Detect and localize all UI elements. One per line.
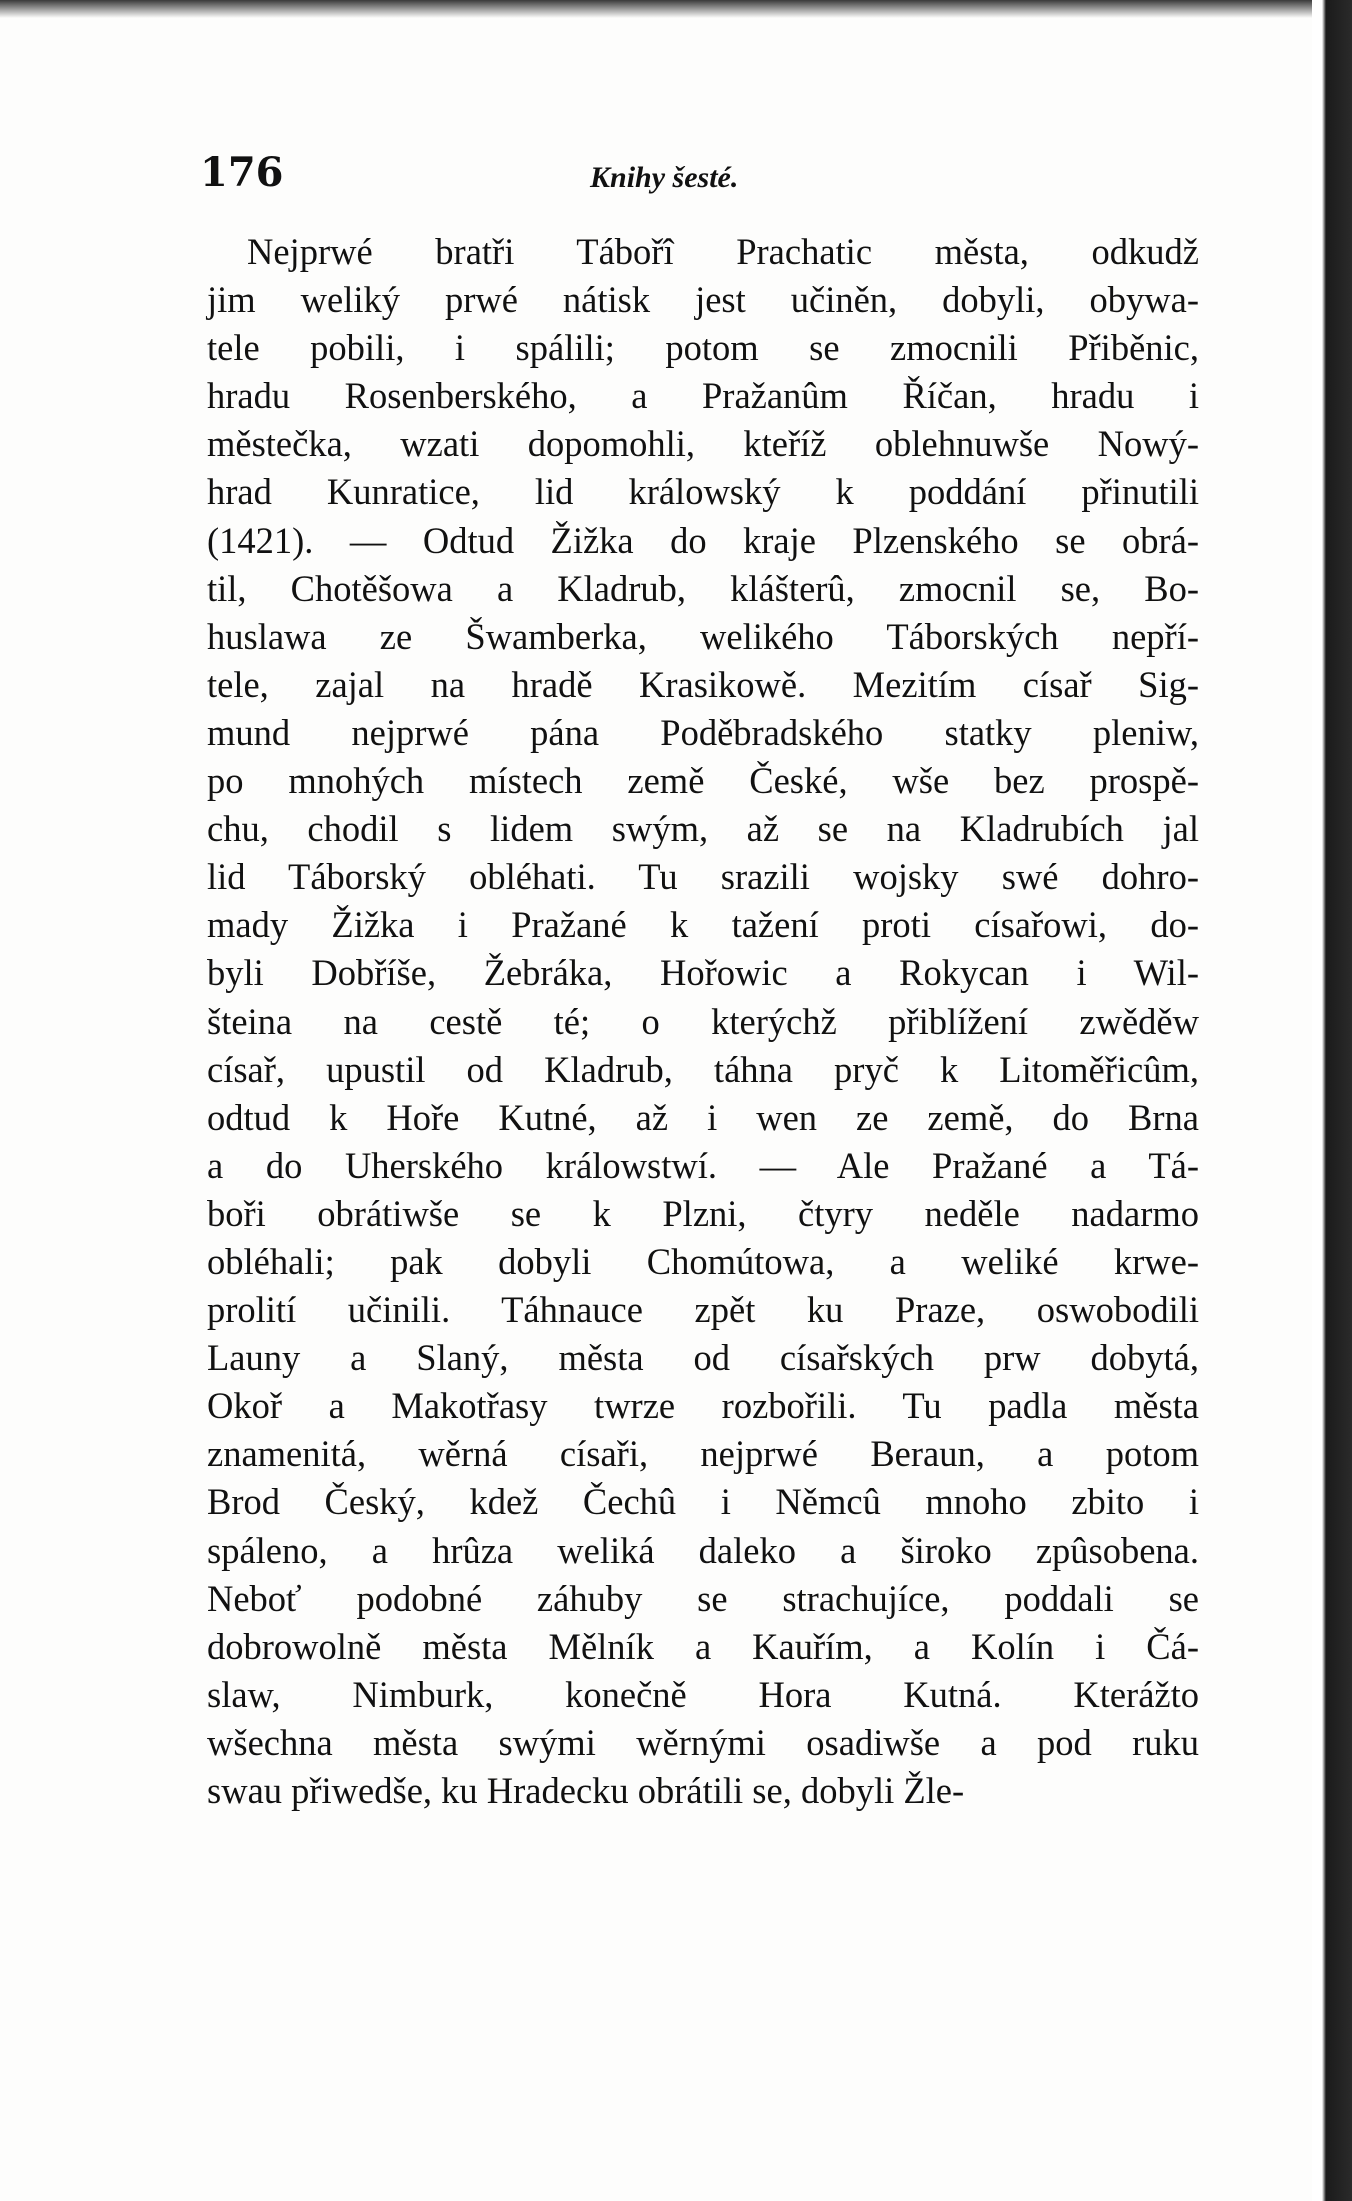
text-line: obléhali; pak dobyli Chomútowa, a weliké krwe- (207, 1240, 1199, 1282)
text-line: po mnohých místech země České, wše bez prospě- (207, 760, 1199, 802)
text-line: (1421). — Odtud Žižka do kraje Plzenského se obrá- (207, 519, 1199, 561)
body-text (207, 228, 1199, 1815)
text-line: císař, upustil od Kladrub, táhna pryč k Litoměřicûm, (207, 1048, 1199, 1090)
text-line: byli Dobříše, Žebráka, Hořowic a Rokycan i Wil- (207, 952, 1199, 994)
text-line: boři obrátiwše se k Plzni, čtyry neděle nadarmo (207, 1192, 1199, 1234)
scan-edge-top (0, 0, 1352, 18)
text-line: Brod Český, kdež Čechû i Němcû mnoho zbito i (207, 1481, 1199, 1523)
text-line: tele, zajal na hradě Krasikowě. Mezitím císař Sig- (207, 663, 1199, 705)
text-line: prolití učinili. Táhnauce zpět ku Praze, oswobodili (207, 1289, 1199, 1331)
running-head: Knihy šesté. (590, 161, 739, 194)
text-line: swau přiwedše, ku Hradecku obrátili se, dobyli Žle- (207, 1770, 965, 1811)
page-number: 176 (200, 149, 284, 196)
text-line: městečka, wzati dopomohli, kteříž oblehnuwše Nowý- (207, 423, 1199, 465)
text-line: šteina na cestě té; o kterýchž přiblížení zwěděw (207, 1000, 1199, 1042)
text-line: hradu Rosenberského, a Pražanûm Říčan, hradu i (207, 375, 1199, 417)
text-line: mady Žižka i Pražané k tažení proti císařowi, do- (207, 904, 1199, 946)
text-line: Neboť podobné záhuby se strachujíce, poddali se (207, 1577, 1199, 1619)
text-line: spáleno, a hrûza weliká daleko a široko zpûsobena. (207, 1529, 1199, 1571)
text-line: Launy a Slaný, města od císařských prw dobytá, (207, 1337, 1199, 1379)
text-line: odtud k Hoře Kutné, až i wen ze země, do Brna (207, 1096, 1199, 1138)
scan-edge-right (1312, 0, 1352, 2201)
text-line: huslawa ze Šwamberka, welikého Táborských nepří- (207, 615, 1199, 657)
text-line: dobrowolně města Mělník a Kauřím, a Kolín i Čá- (207, 1625, 1199, 1667)
text-line: til, Chotěšowa a Kladrub, klášterû, zmocnil se, Bo- (207, 567, 1199, 609)
text-line: Okoř a Makotřasy twrze rozbořili. Tu padla města (207, 1385, 1199, 1427)
text-line: a do Uherského králowstwí. — Ale Pražané a Tá- (207, 1144, 1199, 1186)
text-line: wšechna města swými wěrnými osadiwše a pod ruku (207, 1721, 1199, 1763)
text-line: hrad Kunratice, lid králowský k poddání přinutili (207, 471, 1199, 513)
text-line: tele pobili, i spálili; potom se zmocnili Přiběnic, (207, 327, 1199, 369)
text-line: jim weliký prwé nátisk jest učiněn, dobyli, obywa- (207, 279, 1199, 321)
text-line: chu, chodil s lidem swým, až se na Kladrubích jal (207, 808, 1199, 850)
text-line: Nejprwé bratři Tábořî Prachatic města, odkudž (247, 231, 1199, 272)
text-line: mund nejprwé pána Poděbradského statky pleniw, (207, 711, 1199, 753)
text-line: slaw, Nimburk, konečně Hora Kutná. Kterážto (207, 1673, 1199, 1715)
text-line: znamenitá, wěrná císaři, nejprwé Beraun, a potom (207, 1433, 1199, 1475)
page-header (200, 148, 1200, 208)
text-line: lid Táborský obléhati. Tu srazili wojsky swé dohro- (207, 856, 1199, 898)
